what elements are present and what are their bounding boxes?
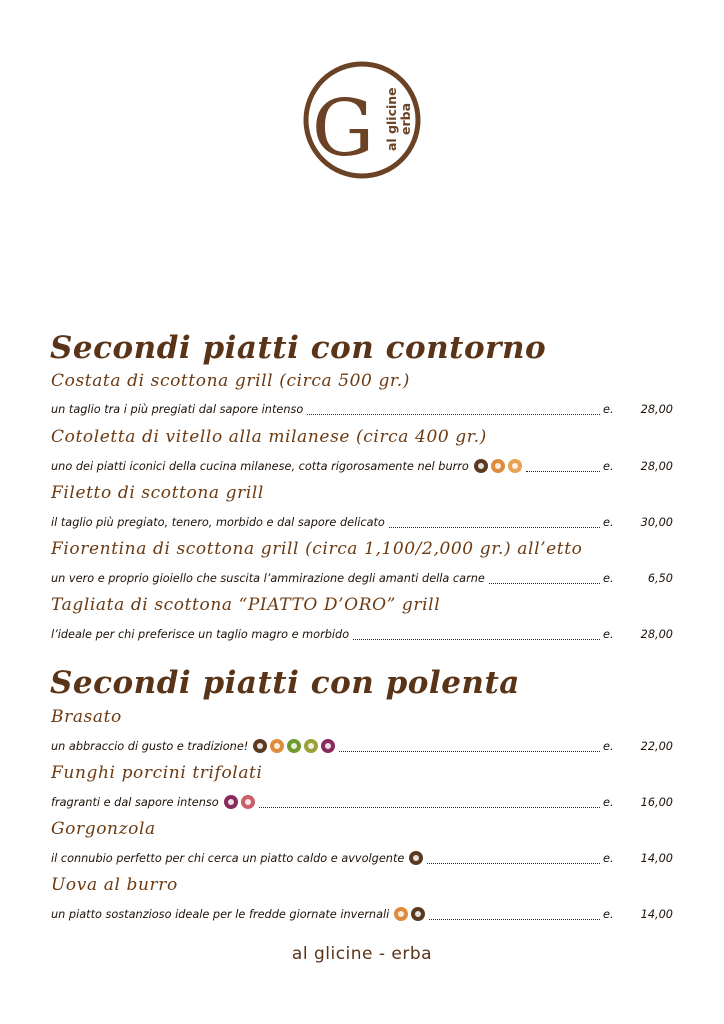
leader-dots bbox=[526, 470, 600, 472]
dish-line bbox=[51, 904, 673, 924]
allergen-icon-brown bbox=[409, 851, 423, 865]
dish-price: 6,50 bbox=[647, 571, 673, 585]
dish-line bbox=[51, 848, 673, 868]
allergen-icons bbox=[224, 795, 255, 809]
currency: e. bbox=[603, 739, 614, 753]
allergen-icons bbox=[394, 907, 425, 921]
leader-dots bbox=[259, 806, 600, 808]
allergen-icon-orange bbox=[394, 907, 408, 921]
allergen-icon-olive bbox=[304, 739, 318, 753]
leader-dots bbox=[339, 750, 600, 752]
allergen-icon-brown bbox=[411, 907, 425, 921]
allergen-icons bbox=[409, 851, 423, 865]
allergen-icon-orange bbox=[491, 459, 505, 473]
dish-price: 16,00 bbox=[640, 795, 673, 809]
dish-price: 14,00 bbox=[640, 851, 673, 865]
dish-name: Uova al burro bbox=[51, 875, 178, 895]
currency: e. bbox=[603, 459, 614, 473]
dish-name: Filetto di scottona grill bbox=[51, 483, 264, 503]
leader-dots bbox=[389, 526, 600, 528]
currency: e. bbox=[603, 627, 614, 641]
dish-price: 28,00 bbox=[640, 627, 673, 641]
dish-line bbox=[51, 512, 673, 532]
leader-dots bbox=[353, 638, 600, 640]
currency: e. bbox=[603, 795, 614, 809]
dish-description: un abbraccio di gusto e tradizione! bbox=[51, 739, 249, 753]
allergen-icon-brown bbox=[253, 739, 267, 753]
allergen-icon-purple bbox=[224, 795, 238, 809]
dish-price: 28,00 bbox=[640, 402, 673, 416]
restaurant-logo bbox=[301, 59, 423, 181]
dish-line bbox=[51, 624, 673, 644]
currency: e. bbox=[603, 571, 614, 585]
dish-name: Tagliata di scottona “PIATTO D’ORO” grill bbox=[51, 595, 441, 615]
leader-dots bbox=[427, 862, 600, 864]
dish-line bbox=[51, 456, 673, 476]
allergen-icons bbox=[253, 739, 335, 753]
allergen-icon-pink bbox=[241, 795, 255, 809]
logo-text-line1: al glicine bbox=[384, 87, 399, 151]
dish-price: 30,00 bbox=[640, 515, 673, 529]
dish-name: Gorgonzola bbox=[51, 819, 156, 839]
allergen-icon-green bbox=[287, 739, 301, 753]
currency: e. bbox=[603, 515, 614, 529]
dish-price: 22,00 bbox=[640, 739, 673, 753]
dish-price: 14,00 bbox=[640, 907, 673, 921]
dish-line bbox=[51, 792, 673, 812]
allergen-icon-orange bbox=[270, 739, 284, 753]
footer-text: al glicine - erba bbox=[291, 944, 433, 964]
leader-dots bbox=[429, 918, 600, 920]
dish-description: il connubio perfetto per chi cerca un piatto caldo e avvolgente bbox=[51, 851, 405, 865]
dish-line bbox=[51, 736, 673, 756]
dish-name: Funghi porcini trifolati bbox=[51, 763, 263, 783]
dish-price: 28,00 bbox=[640, 459, 673, 473]
dish-name: Fiorentina di scottona grill (circa 1,100/2,000 gr.) all’etto bbox=[51, 539, 583, 559]
section-title-contorno: Secondi piatti con contorno bbox=[50, 330, 547, 366]
dish-description: un piatto sostanzioso ideale per le fredde giornate invernali bbox=[51, 907, 390, 921]
leader-dots bbox=[307, 413, 600, 415]
currency: e. bbox=[603, 907, 614, 921]
dish-name: Brasato bbox=[51, 707, 122, 727]
dish-name: Costata di scottona grill (circa 500 gr.) bbox=[51, 371, 411, 391]
allergen-icon-orange-light bbox=[508, 459, 522, 473]
logo-text-line2: erba bbox=[398, 102, 413, 135]
currency: e. bbox=[603, 402, 614, 416]
dish-description: fragranti e dal sapore intenso bbox=[51, 795, 219, 809]
dish-description: il taglio più pregiato, tenero, morbido e dal sapore delicato bbox=[51, 515, 385, 529]
allergen-icons bbox=[474, 459, 522, 473]
dish-description: un vero e proprio gioiello che suscita l’ammirazione degli amanti della carne bbox=[51, 571, 485, 585]
dish-name: Cotoletta di vitello alla milanese (circa 400 gr.) bbox=[51, 427, 487, 447]
allergen-icon-brown bbox=[474, 459, 488, 473]
dish-line bbox=[51, 399, 673, 419]
leader-dots bbox=[489, 582, 600, 584]
dish-line bbox=[51, 568, 673, 588]
section-title-polenta: Secondi piatti con polenta bbox=[50, 665, 520, 701]
logo-letter: G bbox=[311, 84, 375, 174]
currency: e. bbox=[603, 851, 614, 865]
dish-description: uno dei piatti iconici della cucina milanese, cotta rigorosamente nel burro bbox=[51, 459, 469, 473]
dish-description: l’ideale per chi preferisce un taglio magro e morbido bbox=[51, 627, 350, 641]
dish-description: un taglio tra i più pregiati dal sapore intenso bbox=[51, 402, 304, 416]
allergen-icon-purple bbox=[321, 739, 335, 753]
